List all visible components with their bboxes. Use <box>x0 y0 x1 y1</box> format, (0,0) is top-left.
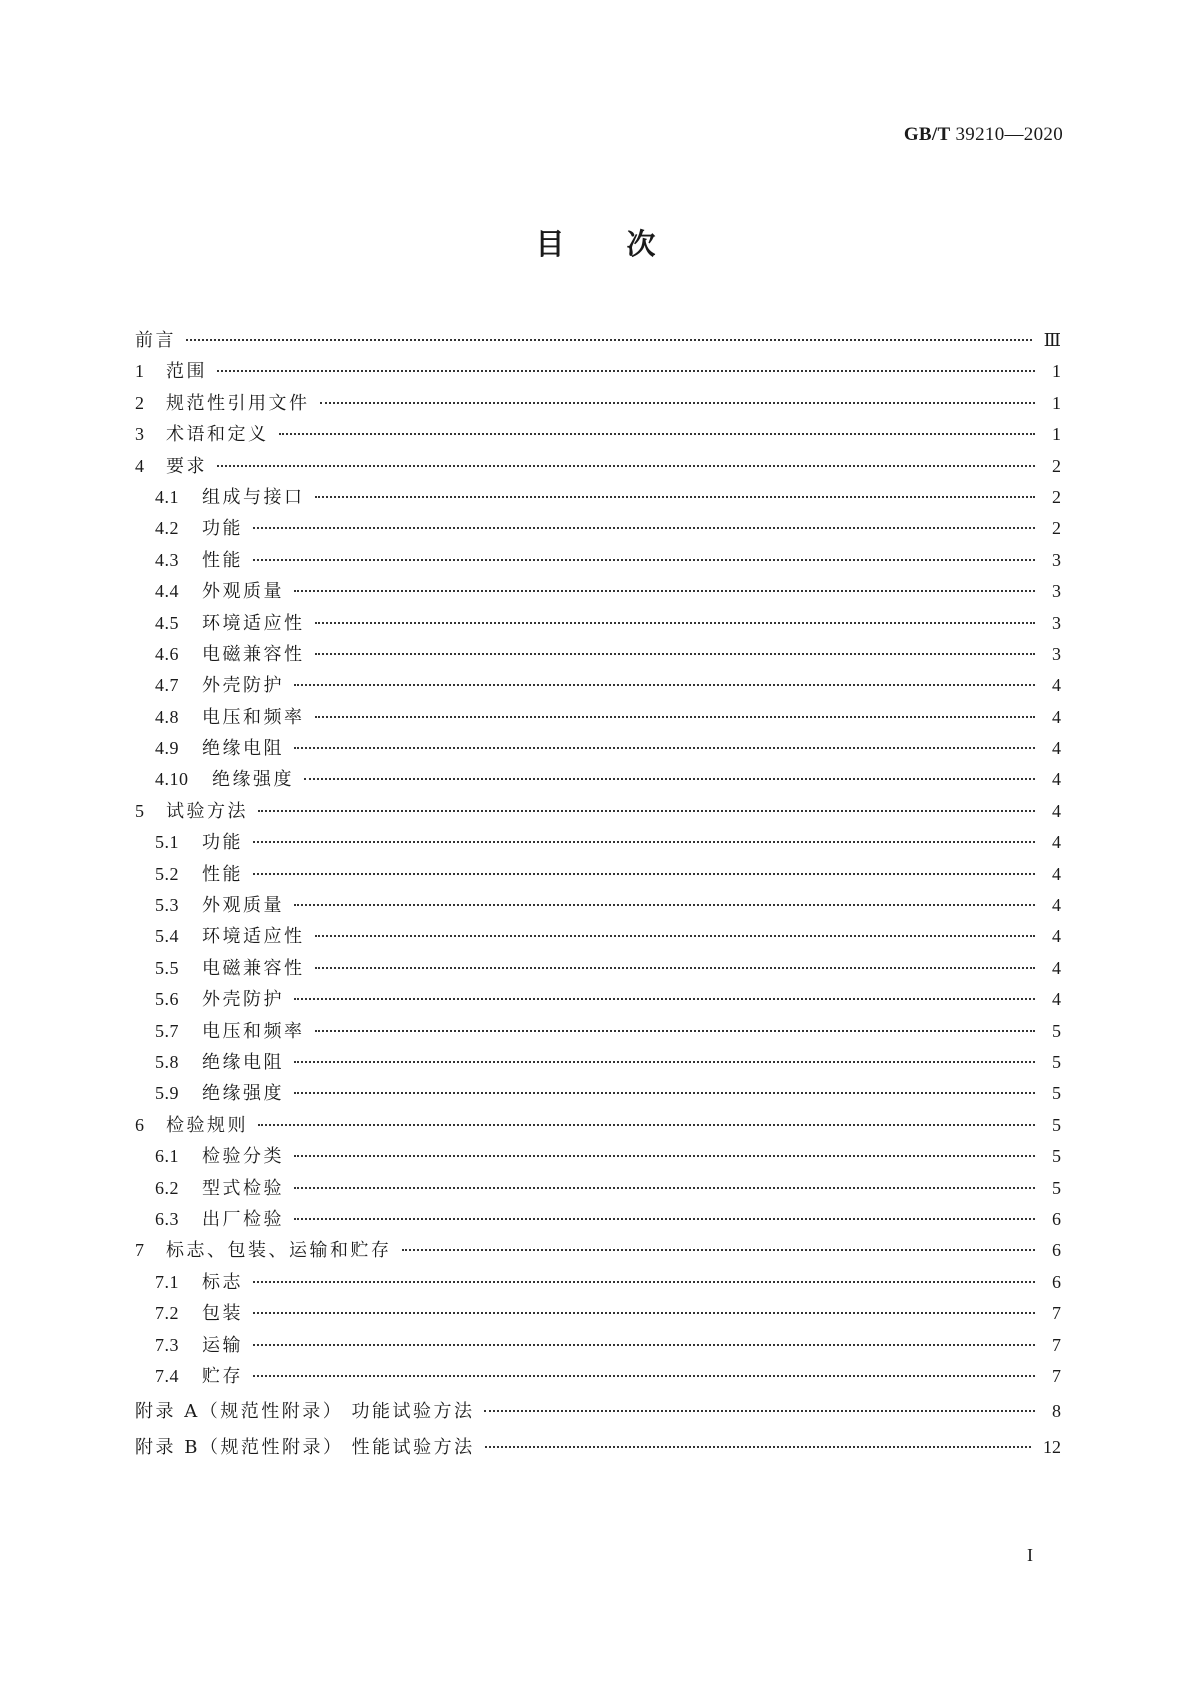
toc-entry-page: 7 <box>1052 1334 1061 1355</box>
toc-entry-label: 组成与接口 <box>202 486 305 508</box>
toc-dot-leader <box>485 1446 1031 1448</box>
toc-dot-leader <box>279 433 1036 435</box>
toc-entry-number: 4.5 <box>155 612 179 633</box>
toc-entry[interactable] <box>135 1174 1061 1205</box>
toc-entry-label: 术语和定义 <box>166 424 269 446</box>
toc-entry[interactable] <box>135 922 1061 953</box>
toc-entry-page: 4 <box>1052 738 1061 759</box>
toc-entry-page: 4 <box>1052 863 1061 884</box>
page-number: I <box>1027 1545 1033 1565</box>
toc-entry-page: 12 <box>1043 1437 1061 1458</box>
toc-entry-label: 运输 <box>202 1334 243 1356</box>
toc-entry-page: Ⅲ <box>1043 330 1061 350</box>
toc-entry-label: 出厂检验 <box>202 1208 284 1230</box>
toc-entry-number: 4 <box>135 455 145 476</box>
toc-entry-label: 电压和频率 <box>202 1020 305 1042</box>
toc-entry-number: 5.2 <box>155 863 179 884</box>
toc-dot-leader <box>294 998 1035 1000</box>
toc-entry-number: 5.7 <box>155 1020 179 1041</box>
toc-dot-leader <box>253 1375 1035 1377</box>
toc-entry-label: 附录 B（规范性附录） 性能试验方法 <box>135 1437 475 1459</box>
toc-entry-label: 范围 <box>166 361 207 383</box>
standard-prefix: GB/T <box>903 124 951 145</box>
toc-dot-leader <box>253 559 1035 561</box>
toc-entry[interactable] <box>135 1268 1061 1299</box>
toc-entry-label: 功能 <box>202 832 243 854</box>
toc-dot-leader <box>315 622 1036 624</box>
toc-entry[interactable] <box>135 1111 1061 1142</box>
toc-entry-page: 5 <box>1052 1146 1061 1167</box>
toc-entry-page: 6 <box>1052 1208 1061 1229</box>
toc-entry-label: 检验分类 <box>202 1146 284 1168</box>
toc-entry[interactable] <box>135 1236 1061 1267</box>
toc-entry[interactable] <box>135 891 1061 922</box>
toc-entry[interactable] <box>135 1048 1061 1079</box>
toc-entry-label: 要求 <box>166 455 207 477</box>
toc-entry-label: 功能 <box>202 518 243 540</box>
toc-dot-leader <box>217 370 1035 372</box>
toc-entry[interactable] <box>135 514 1061 545</box>
toc-entry-page: 4 <box>1052 800 1061 821</box>
toc-entry-number: 7 <box>135 1240 145 1261</box>
toc-entry[interactable] <box>135 1017 1061 1048</box>
toc-entry-page: 5 <box>1052 1177 1061 1198</box>
toc-entry-number: 5.5 <box>155 957 179 978</box>
toc-entry-label: 外观质量 <box>202 581 284 603</box>
toc-entry-page: 6 <box>1052 1240 1061 1261</box>
toc-entry-number: 4.2 <box>155 518 179 539</box>
toc-entry[interactable] <box>135 860 1061 891</box>
toc-entry[interactable] <box>135 828 1061 859</box>
toc-entry-number: 5.9 <box>155 1083 179 1104</box>
toc-entry-page: 3 <box>1052 643 1061 664</box>
toc-entry-label: 绝缘强度 <box>212 769 294 791</box>
toc-entry-label: 试验方法 <box>166 800 248 822</box>
toc-entry-page: 4 <box>1052 895 1061 916</box>
toc-entry-page: 5 <box>1052 1114 1061 1135</box>
toc-entry[interactable] <box>135 1142 1061 1173</box>
toc-entry-page: 2 <box>1052 455 1061 476</box>
toc-entry-page: 7 <box>1052 1365 1061 1386</box>
toc-dot-leader <box>253 873 1035 875</box>
toc-entry-label: 附录 A（规范性附录） 功能试验方法 <box>135 1401 475 1423</box>
toc-entry-label: 绝缘电阻 <box>202 738 284 760</box>
toc-dot-leader <box>484 1410 1035 1412</box>
toc-entry[interactable] <box>135 1079 1061 1110</box>
toc-dot-leader <box>294 1092 1035 1094</box>
toc-entry-number: 7.2 <box>155 1303 179 1324</box>
toc-entry-number: 4.6 <box>155 643 179 664</box>
toc-entry-page: 2 <box>1052 518 1061 539</box>
toc-entry-number: 6.1 <box>155 1146 179 1167</box>
toc-entry-number: 6.3 <box>155 1208 179 1229</box>
toc-entry-page: 3 <box>1052 581 1061 602</box>
toc-dot-leader <box>315 1030 1036 1032</box>
toc-entry[interactable] <box>135 1433 1061 1469</box>
toc-entry-number: 5.1 <box>155 832 179 853</box>
toc-entry-label: 绝缘电阻 <box>202 1051 284 1073</box>
toc-dot-leader <box>253 1281 1035 1283</box>
toc-entry-label: 规范性引用文件 <box>166 392 310 414</box>
toc-entry[interactable] <box>135 357 1061 388</box>
toc-dot-leader <box>294 904 1035 906</box>
toc-dot-leader <box>294 1061 1035 1063</box>
toc-entry-page: 5 <box>1052 1051 1061 1072</box>
toc-entry-label: 外壳防护 <box>202 675 284 697</box>
standard-number: 39210—2020 <box>955 124 1063 145</box>
toc-entry[interactable] <box>135 954 1061 985</box>
toc-entry[interactable] <box>135 452 1061 483</box>
toc-entry-page: 5 <box>1052 1020 1061 1041</box>
toc-dot-leader <box>294 1155 1035 1157</box>
toc-entry-label: 型式检验 <box>202 1177 284 1199</box>
toc-dot-leader <box>315 716 1036 718</box>
toc-entry-number: 4.8 <box>155 706 179 727</box>
toc-entry[interactable] <box>135 420 1061 451</box>
toc-dot-leader <box>294 684 1035 686</box>
toc-entry-label: 性能 <box>202 863 243 885</box>
toc-entry-number: 6 <box>135 1114 145 1135</box>
toc-entry-label: 标志 <box>202 1271 243 1293</box>
toc-entry-number: 5.4 <box>155 926 179 947</box>
toc-entry-label: 标志、包装、运输和贮存 <box>166 1240 392 1262</box>
toc-entry[interactable] <box>135 734 1061 765</box>
toc-dot-leader <box>294 590 1035 592</box>
toc-entry-page: 4 <box>1052 957 1061 978</box>
toc-entry-number: 4.3 <box>155 549 179 570</box>
toc-entry-page: 4 <box>1052 926 1061 947</box>
toc-entry-page: 6 <box>1052 1271 1061 1292</box>
toc-dot-leader <box>320 402 1036 404</box>
toc-entry-label: 贮存 <box>202 1365 243 1387</box>
toc-dot-leader <box>258 810 1035 812</box>
toc-entry-page: 8 <box>1052 1401 1061 1422</box>
toc-entry-label: 电磁兼容性 <box>202 957 305 979</box>
toc-entry[interactable] <box>135 1362 1061 1393</box>
toc-entry-label: 电磁兼容性 <box>202 643 305 665</box>
toc-entry-label: 绝缘强度 <box>202 1083 284 1105</box>
toc-entry-page: 3 <box>1052 549 1061 570</box>
toc-entry-page: 5 <box>1052 1083 1061 1104</box>
toc-entry[interactable] <box>135 797 1061 828</box>
standard-code <box>904 124 1063 146</box>
toc-entry-number: 7.1 <box>155 1271 179 1292</box>
toc-dot-leader <box>253 1312 1035 1314</box>
toc-entry-page: 7 <box>1052 1303 1061 1324</box>
toc-entry-label: 外壳防护 <box>202 989 284 1011</box>
toc-dot-leader <box>186 339 1032 341</box>
toc-entry-number: 5.8 <box>155 1051 179 1072</box>
toc-dot-leader <box>258 1124 1035 1126</box>
toc-entry[interactable] <box>135 671 1061 702</box>
toc-entry-number: 7.3 <box>155 1334 179 1355</box>
toc-dot-leader <box>315 935 1036 937</box>
toc-entry[interactable] <box>135 1205 1061 1236</box>
toc-entry-page: 4 <box>1052 769 1061 790</box>
toc-entry-number: 5 <box>135 800 145 821</box>
toc-entry-number: 5.6 <box>155 989 179 1010</box>
toc-entry[interactable] <box>135 546 1061 577</box>
toc-entry-number: 4.7 <box>155 675 179 696</box>
toc-entry-number: 6.2 <box>155 1177 179 1198</box>
toc-entry-page: 1 <box>1052 392 1061 413</box>
toc-entry-number: 2 <box>135 392 145 413</box>
toc-entry-number: 1 <box>135 361 145 382</box>
toc-entry[interactable] <box>135 1397 1061 1433</box>
toc-dot-leader <box>315 496 1036 498</box>
toc-entry[interactable] <box>135 1299 1061 1330</box>
toc-dot-leader <box>315 967 1036 969</box>
toc-entry[interactable] <box>135 389 1061 420</box>
toc-entry-label: 包装 <box>202 1303 243 1325</box>
toc-entry[interactable] <box>135 985 1061 1016</box>
toc-entry[interactable] <box>135 483 1061 514</box>
toc-entry-number: 4.4 <box>155 581 179 602</box>
toc-entry-label: 环境适应性 <box>202 926 305 948</box>
toc-entry-number: 3 <box>135 424 145 445</box>
toc-dot-leader <box>315 653 1036 655</box>
toc-entry-label: 性能 <box>202 549 243 571</box>
toc-entry-page: 4 <box>1052 989 1061 1010</box>
toc-entry-number: 4.9 <box>155 738 179 759</box>
toc-entry[interactable] <box>135 703 1061 734</box>
toc-entry-page: 4 <box>1052 832 1061 853</box>
toc-entry-number: 7.4 <box>155 1365 179 1386</box>
toc-dot-leader <box>253 527 1035 529</box>
toc-entry-page: 3 <box>1052 612 1061 633</box>
toc-entry[interactable] <box>135 326 1061 357</box>
toc-entry-page: 4 <box>1052 675 1061 696</box>
toc-entry[interactable] <box>135 577 1061 608</box>
toc-entry-page: 1 <box>1052 361 1061 382</box>
toc-entry-page: 1 <box>1052 424 1061 445</box>
toc-entry-label: 前言 <box>135 330 176 351</box>
toc-entry-page: 2 <box>1052 486 1061 507</box>
toc-entry[interactable] <box>135 1331 1061 1362</box>
toc-dot-leader <box>294 1218 1035 1220</box>
toc-dot-leader <box>253 1344 1035 1346</box>
toc-entry-number: 4.10 <box>155 769 189 790</box>
toc-title: 目次 <box>535 227 718 261</box>
toc-entry[interactable] <box>135 640 1061 671</box>
toc-entry-label: 检验规则 <box>166 1114 248 1136</box>
toc-dot-leader <box>253 841 1035 843</box>
toc-dot-leader <box>304 778 1035 780</box>
toc-entry-number: 4.1 <box>155 486 179 507</box>
toc-entry-label: 外观质量 <box>202 895 284 917</box>
toc-entry-page: 4 <box>1052 706 1061 727</box>
toc-dot-leader <box>294 1187 1035 1189</box>
toc-dot-leader <box>217 465 1035 467</box>
toc-dot-leader <box>402 1249 1036 1251</box>
toc-entry-number: 5.3 <box>155 895 179 916</box>
table-of-contents <box>135 326 1061 1469</box>
toc-entry[interactable] <box>135 765 1061 796</box>
toc-entry-label: 环境适应性 <box>202 612 305 634</box>
toc-entry[interactable] <box>135 609 1061 640</box>
toc-entry-label: 电压和频率 <box>202 706 305 728</box>
toc-dot-leader <box>294 747 1035 749</box>
